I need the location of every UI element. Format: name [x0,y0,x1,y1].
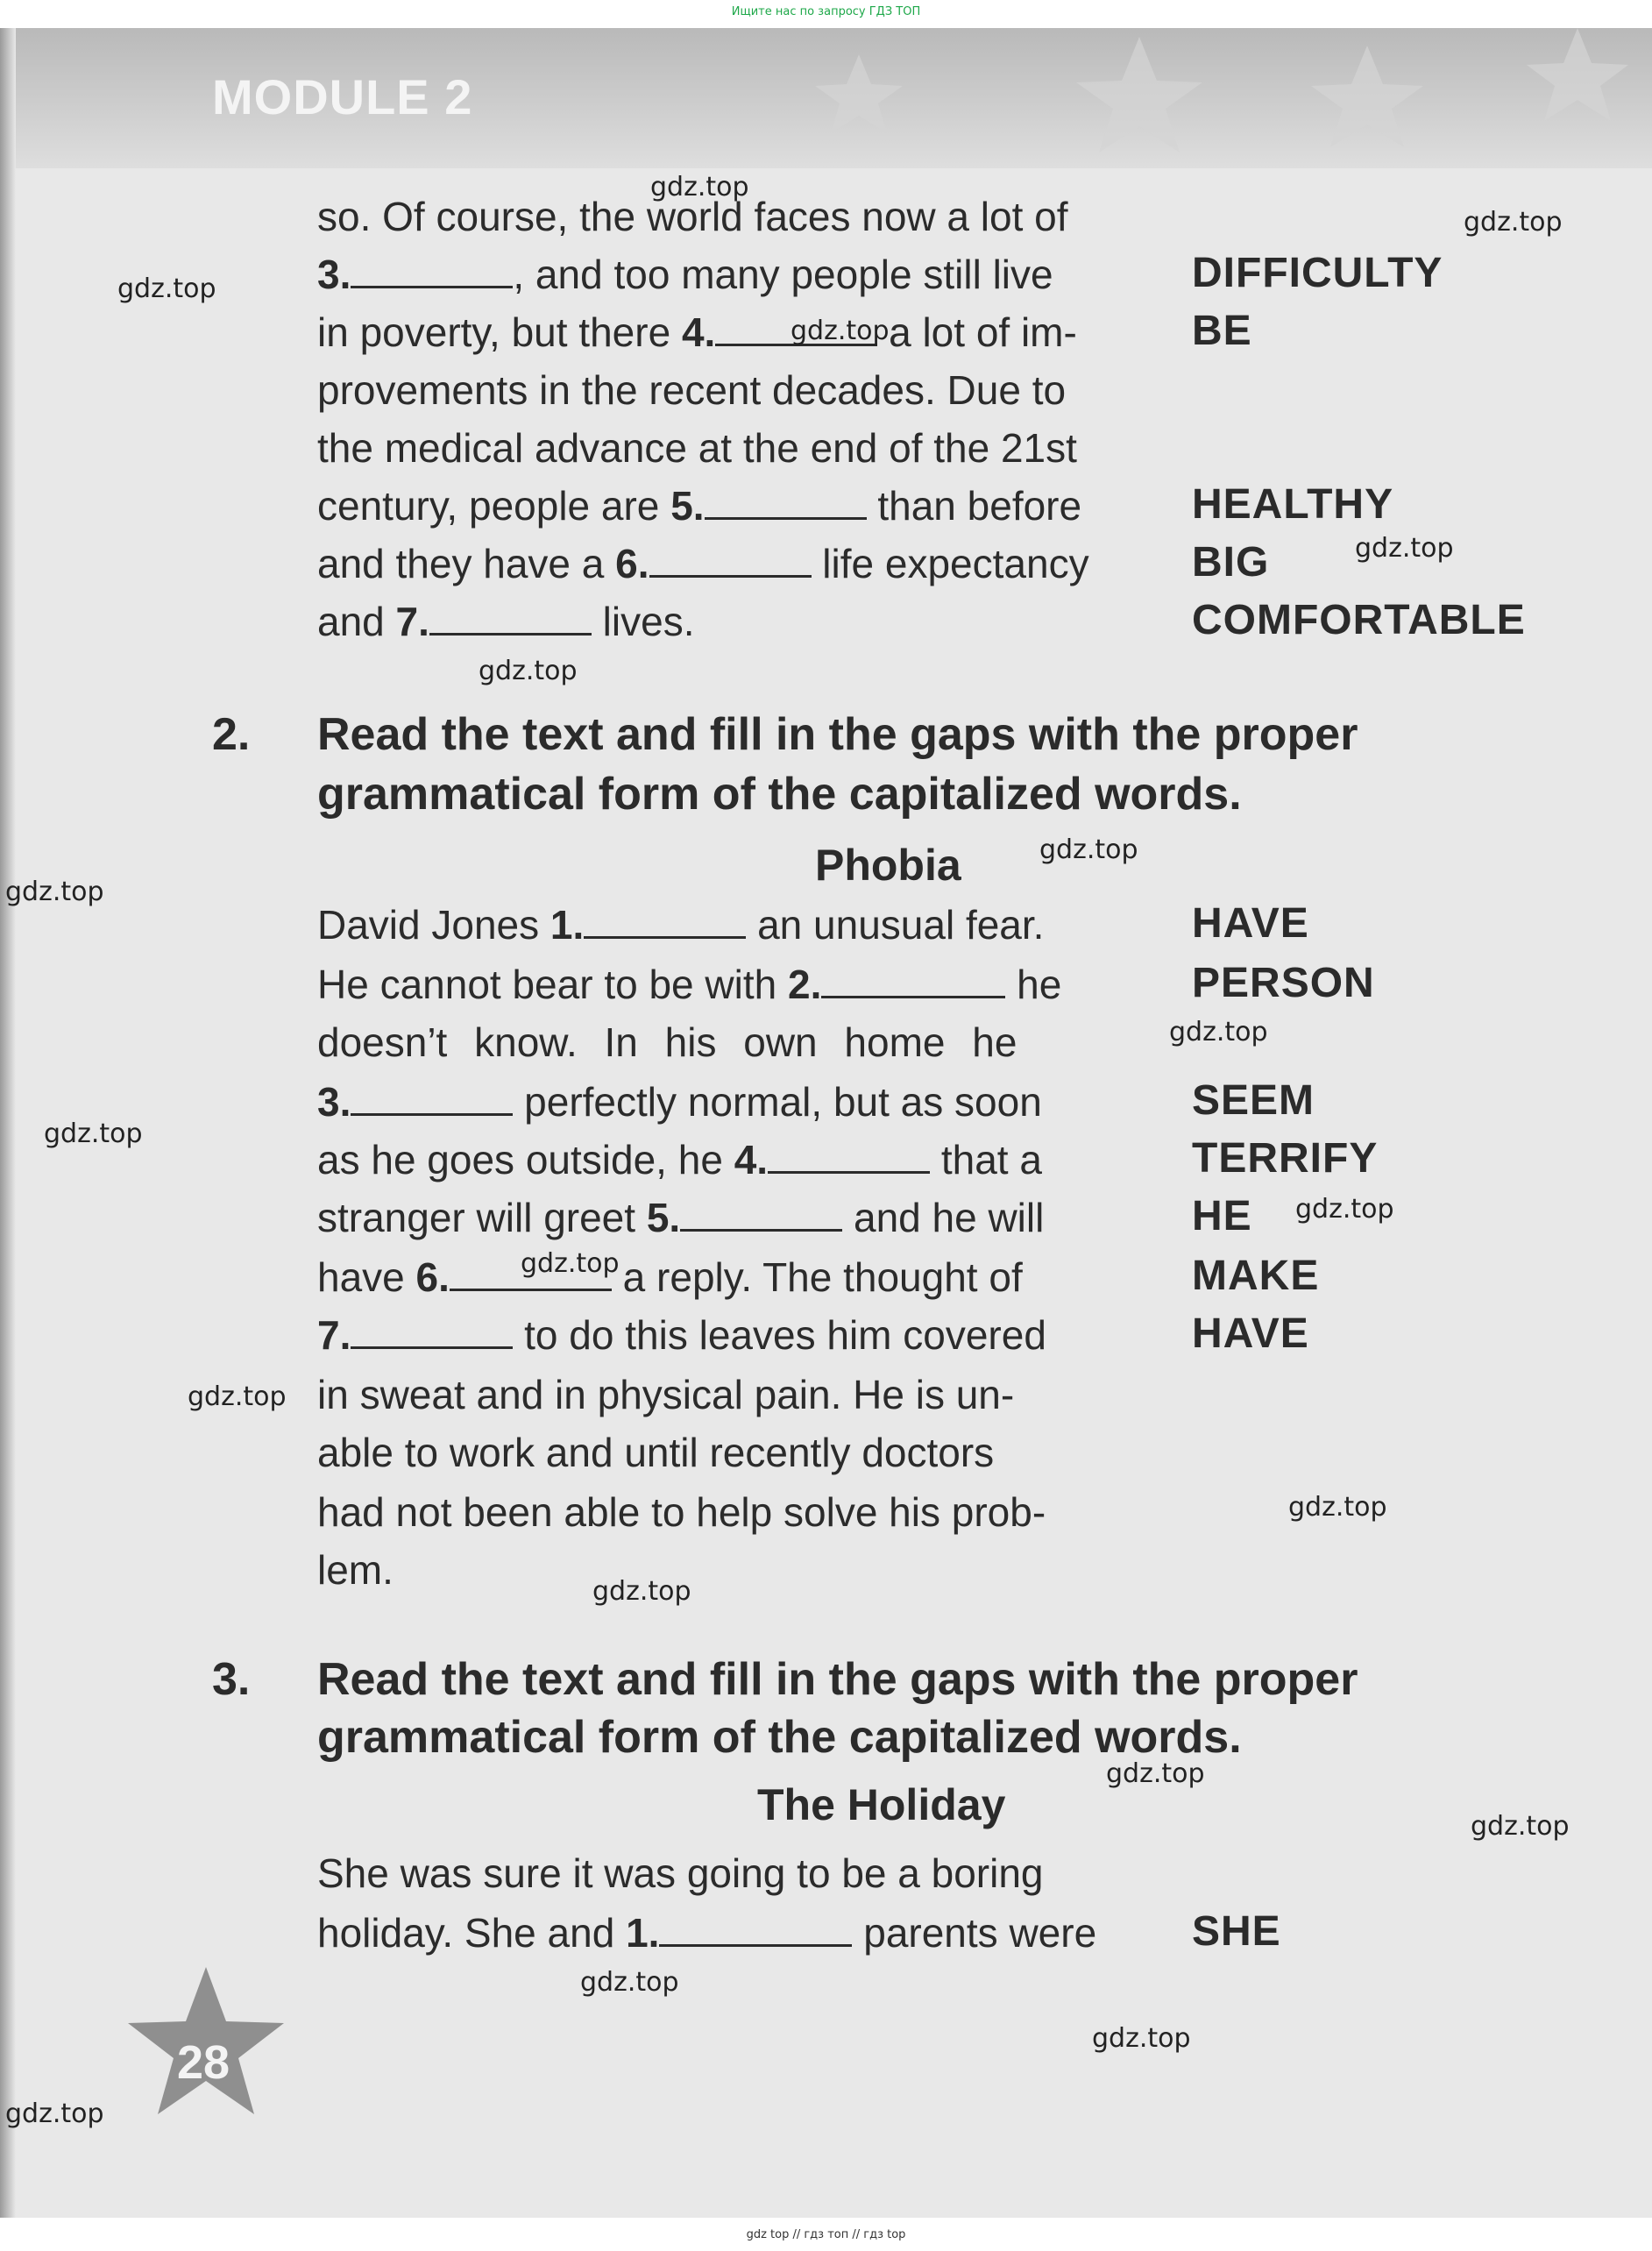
ex1-keyword-2: BE [1192,308,1252,354]
top-note: Ищите нас по запросу ГДЗ ТОП [731,5,921,18]
ex1-keyword-4: BIG [1192,539,1270,586]
ex1-keyword-3: HEALTHY [1192,481,1394,528]
watermark: gdz.top [580,1967,679,1998]
ex1-keyword-1: DIFFICULTY [1192,250,1443,296]
ex2-line-8: 7. to do this leaves him covered [317,1312,1046,1358]
ex2-keyword-2: PERSON [1192,960,1375,1006]
ex2-keyword-6: MAKE [1192,1253,1320,1299]
ex2-line-9: in sweat and in physical pain. He is un- [317,1372,1015,1417]
ex2-number: 2. [212,709,251,760]
page-edge-shadow [0,28,16,2218]
watermark: gdz.top [5,2098,104,2129]
ex2-instruction-2: grammatical form of the capitalized words. [317,769,1242,820]
ex2-keyword-3: SEEM [1192,1077,1315,1124]
ex1-line-5: the medical advance at the end of the 21st [317,425,1077,471]
header-band [0,28,1652,168]
watermark: gdz.top [1169,1017,1268,1047]
watermark: gdz.top [188,1381,287,1412]
module-title: MODULE 2 [212,69,473,124]
watermark: gdz.top [44,1118,143,1149]
ex1-keyword-5: COMFORTABLE [1192,597,1526,643]
ex3-line-2: holiday. She and 1. parents were [317,1910,1097,1956]
ex3-instruction-2: grammatical form of the capitalized words. [317,1712,1242,1763]
watermark: gdz.top [1039,834,1138,865]
page-number: 28 [177,2036,230,2089]
ex2-line-1: David Jones 1. an unusual fear. [317,902,1045,948]
watermark: gdz.top [117,273,216,304]
watermark: gdz.top [1355,533,1454,564]
watermark: gdz.top [791,316,890,346]
watermark: gdz.top [650,172,749,202]
ex1-line-7: and they have a 6. life expectancy [317,541,1089,586]
watermark: gdz.top [1106,1758,1205,1789]
ex3-line-1: She was sure it was going to be a boring [317,1850,1044,1896]
ex2-line-5: as he goes outside, he 4. that a [317,1137,1042,1182]
ex2-line-6: stranger will greet 5. and he will [317,1195,1045,1240]
ex2-keyword-7: HAVE [1192,1310,1309,1357]
ex1-line-3: in poverty, but there 4. a lot of im- [317,309,1077,355]
ex2-line-11: had not been able to help solve his prob- [317,1489,1046,1535]
ex2-line-12: lem. [317,1547,394,1593]
ex2-line-2: He cannot bear to be with 2. he [317,962,1062,1007]
watermark: gdz.top [521,1248,620,1279]
watermark: gdz.top [1092,2023,1191,2054]
ex1-line-8: and 7. lives. [317,599,695,644]
ex2-keyword-1: HAVE [1192,900,1309,947]
watermark: gdz.top [1288,1492,1387,1523]
ex2-line-7: have 6. a reply. The thought of [317,1254,1023,1300]
ex3-number: 3. [212,1654,251,1705]
ex3-keyword-1: SHE [1192,1908,1281,1955]
watermark: gdz.top [1471,1811,1570,1842]
ex2-title: Phobia [815,841,961,890]
watermark: gdz.top [5,877,104,907]
ex1-line-2: 3. , and too many people still live [317,252,1053,297]
ex2-keyword-4: TERRIFY [1192,1135,1379,1182]
ex2-line-3: doesn’t know. In his own home he [317,1019,1017,1065]
ex2-line-10: able to work and until recently doctors [317,1430,995,1475]
bottom-note: gdz top // гдз топ // гдз top [746,2228,906,2241]
watermark: gdz.top [592,1576,691,1607]
watermark: gdz.top [1295,1194,1394,1225]
ex1-line-4: provements in the recent decades. Due to [317,367,1067,413]
ex1-line-1: so. Of course, the world faces now a lot of [317,194,1068,239]
ex1-line-6: century, people are 5. than before [317,483,1082,529]
ex3-instruction-1: Read the text and fill in the gaps with the proper [317,1654,1358,1705]
ex3-title: The Holiday [757,1780,1006,1829]
watermark: gdz.top [1464,207,1563,238]
ex2-line-4: 3. perfectly normal, but as soon [317,1079,1042,1125]
ex2-keyword-5: HE [1192,1193,1252,1239]
watermark: gdz.top [479,656,578,686]
ex2-instruction-1: Read the text and fill in the gaps with the proper [317,709,1358,760]
